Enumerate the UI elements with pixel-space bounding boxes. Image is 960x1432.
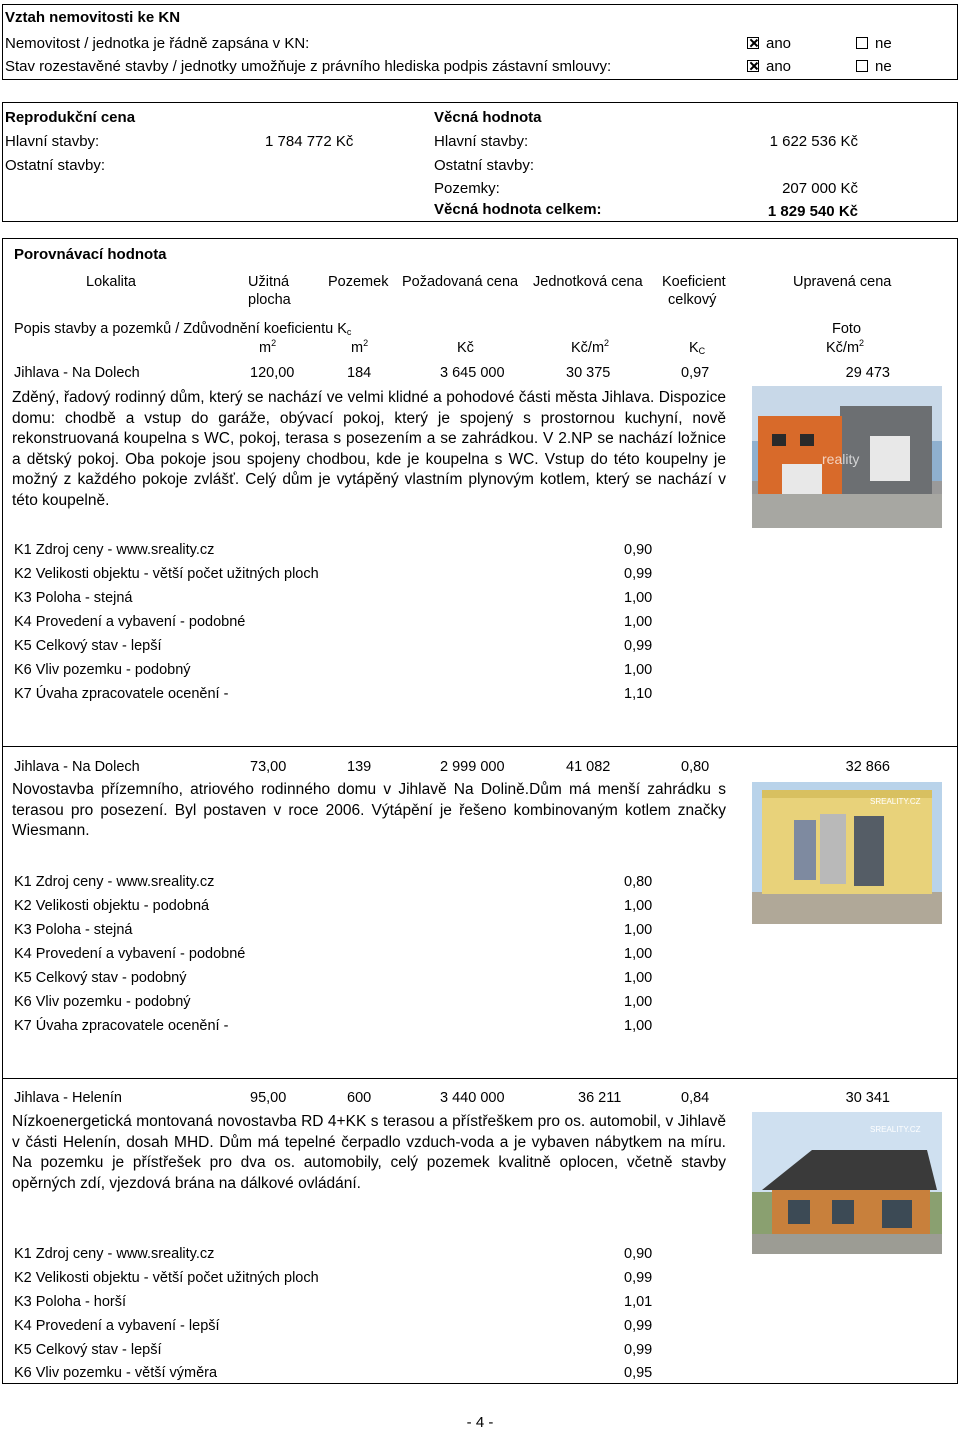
kn-row-no[interactable]: ne <box>856 35 892 53</box>
k-label: K3 Poloha - horší <box>14 1294 127 1310</box>
vecna-land-label: Pozemky: <box>434 180 500 197</box>
house-photo-icon <box>752 782 942 924</box>
k-value: 1,00 <box>624 994 653 1010</box>
unit-koef: $K_C$ <box>689 340 706 356</box>
k-label: K4 Provedení a vybavení - lepší <box>14 1318 220 1334</box>
header-uzitna: Užitná <box>248 274 290 290</box>
k-value: 0,80 <box>624 874 653 890</box>
kn-row-no[interactable]: ne <box>856 58 892 76</box>
property-photo <box>752 782 942 924</box>
k-value: 0,99 <box>624 1318 653 1334</box>
porov-title: Porovnávací hodnota <box>14 246 167 263</box>
property-photo <box>752 386 942 528</box>
header-popis: Popis stavby a pozemků / Zdůvodnění koeficientu $K_c$ <box>14 321 352 337</box>
header-plocha: plocha <box>248 292 291 308</box>
svg-text:reality: reality <box>822 451 860 467</box>
unchecked-checkbox-icon[interactable] <box>856 37 868 49</box>
item-jedn: 41 082 <box>566 759 611 775</box>
k-value: 1,00 <box>624 898 653 914</box>
kn-row-label: Nemovitost / jednotka je řádně zapsána v KN: <box>5 35 310 52</box>
item-plocha: 73,00 <box>250 759 287 775</box>
k-value: 1,00 <box>624 970 653 986</box>
reprod-main-label: Hlavní stavby: <box>5 133 100 150</box>
item-upravena: 30 341 <box>845 1090 890 1106</box>
k-label: K6 Vliv pozemku - podobný <box>14 994 191 1010</box>
k-label: K4 Provedení a vybavení - podobné <box>14 946 246 962</box>
header-celkovy: celkový <box>668 292 717 308</box>
kn-row-yes[interactable]: ano <box>747 58 791 76</box>
item-jedn: 30 375 <box>566 365 611 381</box>
item-koef: 0,84 <box>681 1090 710 1106</box>
k-label: K2 Velikosti objektu - podobná <box>14 898 210 914</box>
item-cena: 3 440 000 <box>440 1090 505 1106</box>
k-label: K1 Zdroj ceny - www.sreality.cz <box>14 874 215 890</box>
k-value: 1,00 <box>624 946 653 962</box>
svg-text:SREALITY.CZ: SREALITY.CZ <box>870 1125 921 1134</box>
vecna-total-label: Věcná hodnota celkem: <box>434 201 602 218</box>
header-koeficient: Koeficient <box>662 274 726 290</box>
item-pozemek: 184 <box>347 365 372 381</box>
vecna-other-label: Ostatní stavby: <box>434 157 535 174</box>
header-pozadovana: Požadovaná cena <box>402 274 519 290</box>
k-label: K4 Provedení a vybavení - podobné <box>14 614 246 630</box>
k-label: K5 Celkový stav - lepší <box>14 1342 162 1358</box>
k-label: K1 Zdroj ceny - www.sreality.cz <box>14 542 215 558</box>
vecna-main-value: 1 622 536 Kč <box>769 133 858 150</box>
k-label: K3 Poloha - stejná <box>14 590 133 606</box>
house-photo-icon <box>752 386 942 528</box>
item-koef: 0,97 <box>681 365 710 381</box>
divider <box>3 1078 957 1079</box>
k-value: 0,99 <box>624 1270 653 1286</box>
header-jednotkova: Jednotková cena <box>533 274 643 290</box>
unit-upravena: $Kč/m^2$ <box>826 338 865 356</box>
k-value: 1,00 <box>624 590 653 606</box>
k-label: K6 Vliv pozemku - větší výměra <box>14 1365 218 1381</box>
header-lokalita: Lokalita <box>86 274 136 290</box>
k-label: K3 Poloha - stejná <box>14 922 133 938</box>
unchecked-checkbox-icon[interactable] <box>856 60 868 72</box>
divider <box>3 746 957 747</box>
k-label: K1 Zdroj ceny - www.sreality.cz <box>14 1246 215 1262</box>
k-value: 0,99 <box>624 638 653 654</box>
item-description: Nízkoenergetická montovaná novostavba RD 4+KK s terasou a přístřeškem pro os. automobil, v Jihlavě v části Helenín, dosah MHD. Dům má tepelné čerpadlo vzduch-voda a je vybaven nábytkem na míru. Na pozemku je přístřešek pro dva os. automobily, celý pozemek kvalitně oplocen, včetně stavby opěrných zdí, vjezdová brána na dálkové ovládání. <box>12 1113 726 1192</box>
item-lokalita: Jihlava - Helenín <box>14 1090 122 1106</box>
item-upravena: 32 866 <box>845 759 890 775</box>
k-label: K5 Celkový stav - lepší <box>14 638 162 654</box>
unit-jedn: $Kč/m^2$ <box>571 338 610 356</box>
k-value: 0,95 <box>624 1365 653 1381</box>
header-pozemek: Pozemek <box>328 274 389 290</box>
item-jedn: 36 211 <box>578 1090 622 1106</box>
item-description: Zděný, řadový rodinný dům, který se nachází ve velmi klidné a pohodové části města Jihlava. Dispozice domu: chodbě a vstup do garáže, obývací pokoj, který je spojený s prostornou kuchyní, nově rekonstruovaná koupelna s WC, pokoj, terasa s posezením a se zahrádkou. V 2.NP se nachází ložnice a dětský pokoj. Oba pokoje jsou spojeny chodbou, kde je koupelna s WC. Vstup do této koupelny je možný z každého pokoje zvlášť. Celý dům je vytápěný vlastním plynovým kotlem, který se nachází v této koupelně. <box>12 389 726 509</box>
item-plocha: 120,00 <box>250 365 295 381</box>
item-pozemek: 600 <box>347 1090 372 1106</box>
header-foto: Foto <box>832 321 862 337</box>
k-value: 0,90 <box>624 542 653 558</box>
item-plocha: 95,00 <box>250 1090 287 1106</box>
item-cena: 3 645 000 <box>440 365 505 381</box>
k-value: 1,00 <box>624 922 653 938</box>
unit-cena: Kč <box>457 340 474 356</box>
k-value: 0,90 <box>624 1246 653 1262</box>
vecna-land-value: 207 000 Kč <box>782 180 858 197</box>
unit-pozemek: $m^2$ <box>351 338 369 356</box>
item-cena: 2 999 000 <box>440 759 505 775</box>
house-photo-icon <box>752 1112 942 1254</box>
property-photo <box>752 1112 942 1254</box>
k-value: 1,00 <box>624 1018 653 1034</box>
item-lokalita: Jihlava - Na Dolech <box>14 365 140 381</box>
k-label: K5 Celkový stav - podobný <box>14 970 187 986</box>
kn-row-yes[interactable]: ano <box>747 35 791 53</box>
k-label: K7 Úvaha zpracovatele ocenění - <box>14 1018 229 1034</box>
k-label: K2 Velikosti objektu - větší počet užitných ploch <box>14 566 319 582</box>
reprod-main-value: 1 784 772 Kč <box>265 133 354 150</box>
item-pozemek: 139 <box>347 759 372 775</box>
k-value: 0,99 <box>624 566 653 582</box>
item-upravena: 29 473 <box>845 365 890 381</box>
vecna-title: Věcná hodnota <box>434 109 542 126</box>
item-koef: 0,80 <box>681 759 710 775</box>
kn-row-label: Stav rozestavěné stavby / jednotky umožňuje z právního hlediska podpis zástavní smlouvy: <box>5 58 612 75</box>
checked-checkbox-icon[interactable] <box>747 60 759 72</box>
reprod-other-label: Ostatní stavby: <box>5 157 106 174</box>
unit-plocha: $m^2$ <box>259 338 277 356</box>
item-lokalita: Jihlava - Na Dolech <box>14 759 140 775</box>
k-label: K2 Velikosti objektu - větší počet užitných ploch <box>14 1270 319 1286</box>
kn-title: Vztah nemovitosti ke KN <box>5 9 181 26</box>
vecna-main-label: Hlavní stavby: <box>434 133 529 150</box>
k-value: 0,99 <box>624 1342 653 1358</box>
k-value: 1,01 <box>624 1294 653 1310</box>
k-label: K7 Úvaha zpracovatele ocenění - <box>14 686 229 702</box>
item-description: Novostavba přízemního, atriového rodinného domu v Jihlavě Na Dolině.Dům má menší zahrádku s terasou pro posezení. Byl postaven v roce 2006. Výtápění je řešeno kombinovaným kotlem značky Wiesmann. <box>12 781 726 839</box>
k-value: 1,00 <box>624 662 653 678</box>
vecna-total-value: 1 829 540 Kč <box>767 203 858 220</box>
header-upravena: Upravená cena <box>793 274 892 290</box>
svg-text:SREALITY.CZ: SREALITY.CZ <box>870 797 921 806</box>
reprod-title: Reprodukční cena <box>5 109 136 126</box>
page-number: - 4 - <box>466 1414 494 1431</box>
k-value: 1,10 <box>624 686 653 702</box>
k-label: K6 Vliv pozemku - podobný <box>14 662 191 678</box>
checked-checkbox-icon[interactable] <box>747 37 759 49</box>
k-value: 1,00 <box>624 614 653 630</box>
